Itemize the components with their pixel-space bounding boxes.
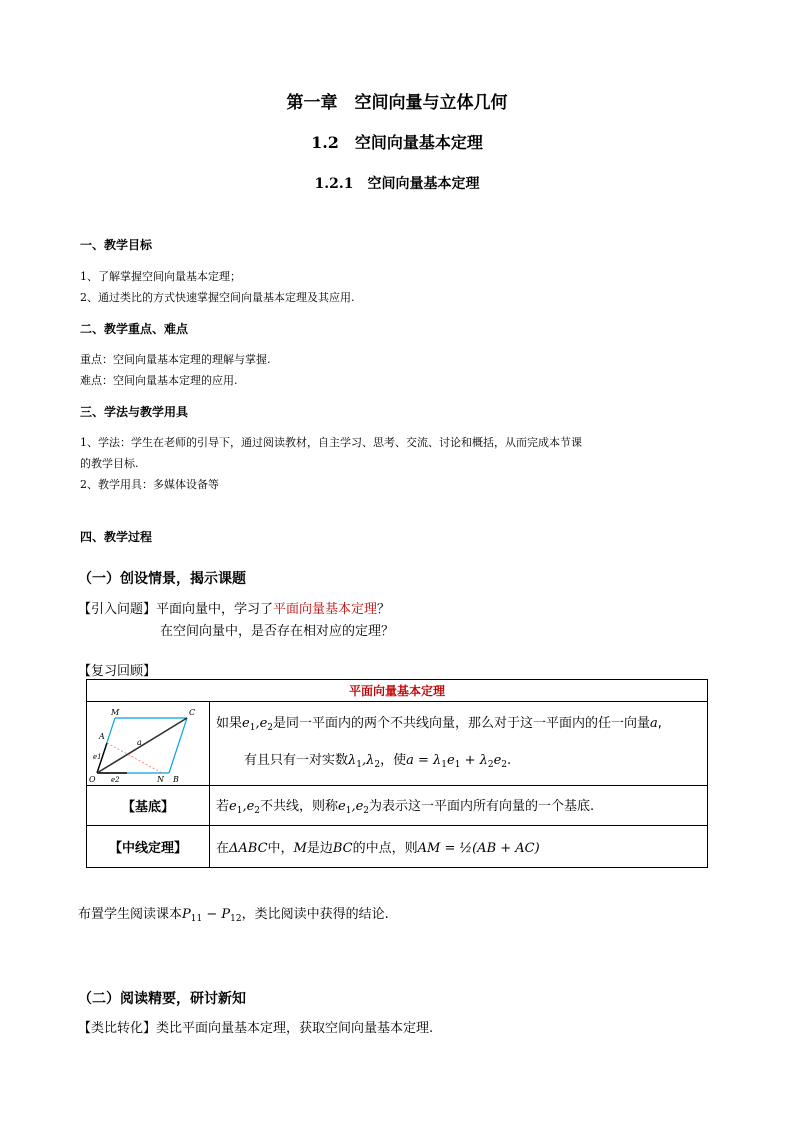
analogy-text: 类比平面向量基本定理，获取空间向量基本定理.	[156, 1021, 434, 1036]
objective-item: 2、通过类比的方式快速掌握空间向量基本定理及其应用.	[80, 291, 355, 304]
key-point-item: 重点：空间向量基本定理的理解与掌握.	[80, 353, 271, 366]
basis-label: 【基底】	[87, 786, 210, 826]
label-C: C	[189, 707, 196, 717]
math-e1-e2: $e_1,e_2$	[242, 716, 274, 733]
intro-text-a: 平面向量中，学习了	[156, 602, 274, 617]
part1-heading: （一）创设情景，揭示课题	[78, 571, 246, 587]
intro-highlight: 平面向量基本定理	[273, 602, 378, 617]
key-points-heading: 二、教学重点、难点	[80, 322, 189, 336]
label-A: A	[99, 731, 105, 741]
basis-cell: 若$e_1,e_2$不共线，则称$e_1,e_2$为表示这一平面内所有向量的一个基底.	[210, 786, 708, 826]
analogy-tag: 【类比转化】	[78, 1021, 157, 1036]
math-lambdas: $\lambda_1,\lambda_2$	[348, 753, 381, 770]
label-a: a	[137, 737, 142, 747]
section-title: 1.2 空间向量基本定理	[311, 133, 483, 152]
objective-item: 1、了解掌握空间向量基本定理；	[80, 270, 241, 283]
subsection-title: 1.2.1 空间向量基本定理	[314, 176, 480, 192]
label-M: M	[111, 707, 120, 717]
math-a: a	[650, 716, 658, 731]
theorem-cell	[210, 702, 708, 786]
theorem-line2: 有且只有一对实数$\lambda_1,\lambda_2$，使$a = \lambda_1e_1 + \lambda_2e_2$.	[244, 753, 512, 770]
median-label: 【中线定理】	[87, 826, 210, 868]
label-N: N	[157, 774, 164, 784]
tools-item: 2、教学用具：多媒体设备等	[80, 478, 219, 491]
intro-question-line2: 在空间向量中，是否存在相对应的定理？	[160, 624, 395, 639]
review-tag: 【复习回顾】	[78, 664, 157, 679]
label-B: B	[173, 774, 179, 784]
table-title: 平面向量基本定理	[87, 680, 708, 702]
methods-item: 1、学法：学生在老师的引导下，通过阅读教材，自主学习、思考、交流、讨论和概括，从而完成本节课	[80, 436, 582, 449]
chapter-title: 第一章 空间向量与立体几何	[286, 93, 508, 113]
intro-tag: 【引入问题】	[78, 602, 157, 617]
parallelogram-figure	[87, 703, 207, 785]
median-cell: 在ΔABC中，M是边BC的中点，则AM = ½(AB + AC)	[210, 826, 708, 868]
analogy-line	[78, 1017, 433, 1036]
difficulty-item: 难点：空间向量基本定理的应用.	[80, 374, 238, 387]
methods-item-cont: 的教学目标.	[80, 457, 139, 470]
process-heading: 四、教学过程	[80, 530, 153, 544]
math-decomposition: $a = \lambda_1e_1 + \lambda_2e_2$	[406, 753, 508, 770]
intro-question	[78, 598, 390, 617]
label-O: O	[89, 774, 96, 784]
reading-assignment: 布置学生阅读课本$P_{11} - P_{12}$，类比阅读中获得的结论.	[78, 907, 389, 924]
math-pages: $P_{11} - P_{12}$	[182, 907, 242, 924]
theorem-line1: 如果$e_1,e_2$是同一平面内的两个不共线向量，那么对于这一平面内的任一向量a,	[216, 716, 662, 733]
part2-heading: （二）阅读精要，研讨新知	[78, 991, 246, 1007]
label-e1: e1	[93, 752, 102, 761]
intro-text-b: ？	[377, 602, 391, 617]
objectives-heading: 一、教学目标	[80, 238, 153, 252]
label-e2: e2	[111, 775, 120, 784]
methods-heading: 三、学法与教学用具	[80, 405, 189, 419]
math-median-formula: AM = ½(AB + AC)	[417, 841, 540, 856]
review-table	[86, 679, 708, 868]
figure-cell	[87, 702, 210, 786]
